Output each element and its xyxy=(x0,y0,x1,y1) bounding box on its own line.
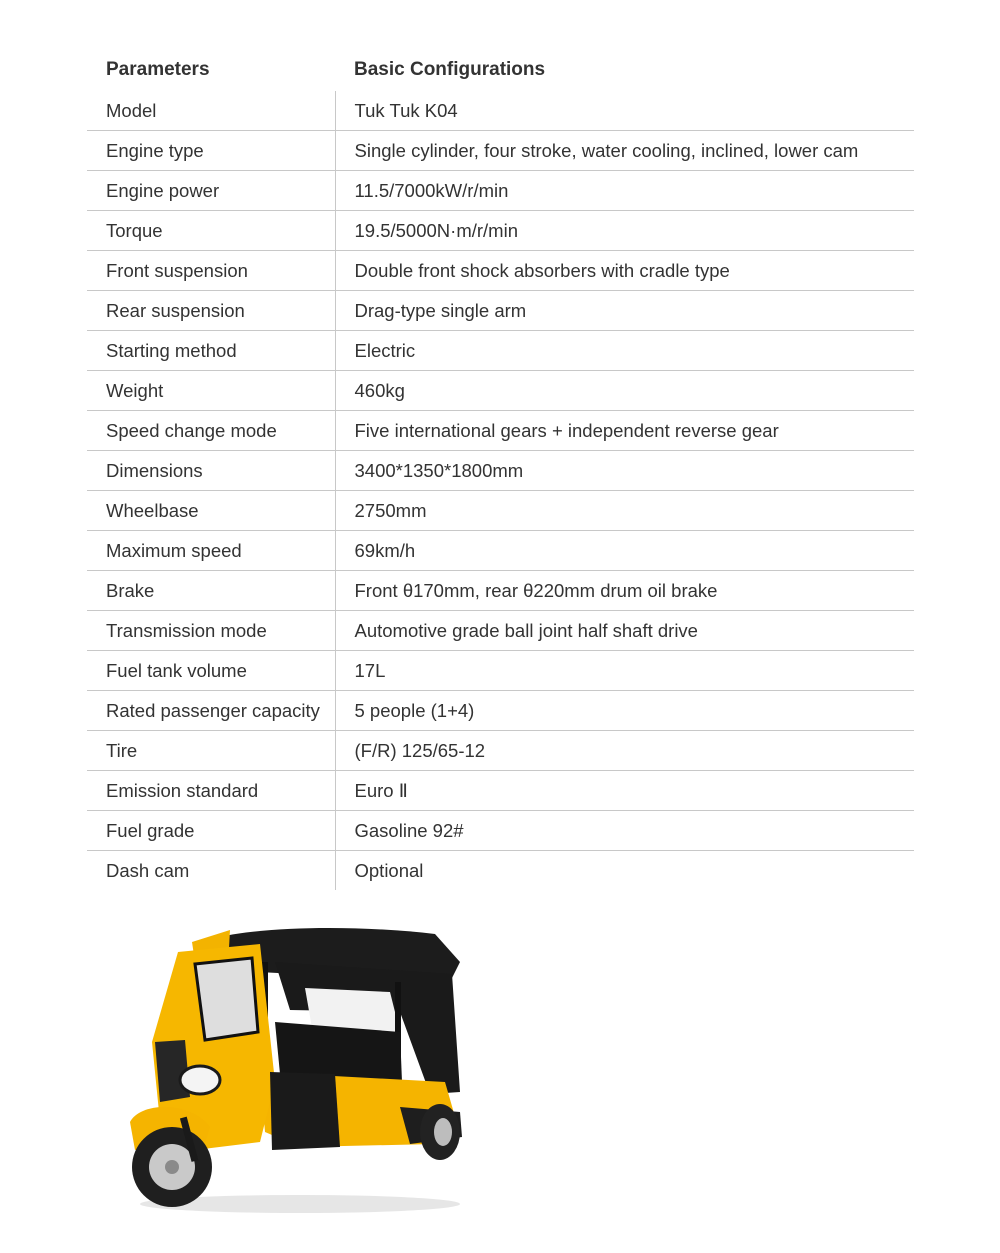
configuration-cell: Drag-type single arm xyxy=(335,291,914,331)
table-row xyxy=(87,331,914,371)
configuration-cell: (F/R) 125/65-12 xyxy=(335,731,914,771)
table-row xyxy=(87,131,914,171)
parameter-cell: Engine type xyxy=(87,131,335,171)
configuration-cell: 2750mm xyxy=(335,491,914,531)
parameter-cell: Weight xyxy=(87,371,335,411)
spec-table xyxy=(87,48,914,890)
table-row xyxy=(87,531,914,571)
canopy-window xyxy=(305,988,400,1032)
table-row xyxy=(87,491,914,531)
configuration-cell: Euro Ⅱ xyxy=(335,771,914,811)
parameter-cell: Tire xyxy=(87,731,335,771)
table-row xyxy=(87,771,914,811)
tuk-tuk-image xyxy=(100,922,475,1217)
parameter-cell: Rear suspension xyxy=(87,291,335,331)
front-hub xyxy=(165,1160,179,1174)
table-row xyxy=(87,451,914,491)
configuration-cell: Gasoline 92# xyxy=(335,811,914,851)
configuration-cell: Tuk Tuk K04 xyxy=(335,91,914,131)
configuration-cell: 3400*1350*1800mm xyxy=(335,451,914,491)
parameter-cell: Fuel tank volume xyxy=(87,651,335,691)
parameter-cell: Engine power xyxy=(87,171,335,211)
table-row xyxy=(87,571,914,611)
table-row xyxy=(87,811,914,851)
configuration-cell: Double front shock absorbers with cradle type xyxy=(335,251,914,291)
parameter-cell: Fuel grade xyxy=(87,811,335,851)
configuration-cell: Five international gears + independent reverse gear xyxy=(335,411,914,451)
configuration-cell: 17L xyxy=(335,651,914,691)
table-row xyxy=(87,291,914,331)
spec-table-body xyxy=(87,91,914,890)
table-row xyxy=(87,251,914,291)
parameter-cell: Wheelbase xyxy=(87,491,335,531)
configuration-cell: 5 people (1+4) xyxy=(335,691,914,731)
parameter-cell: Dash cam xyxy=(87,851,335,891)
parameter-cell: Torque xyxy=(87,211,335,251)
table-row xyxy=(87,91,914,131)
table-row xyxy=(87,851,914,891)
configuration-cell: Optional xyxy=(354,859,424,881)
configuration-cell: 460kg xyxy=(335,371,914,411)
configuration-cell: Single cylinder, four stroke, water cooling, inclined, lower cam xyxy=(335,131,914,171)
configuration-cell: 69km/h xyxy=(335,531,914,571)
table-row xyxy=(87,211,914,251)
table-row xyxy=(87,651,914,691)
parameter-cell: Brake xyxy=(87,571,335,611)
header-parameters: Parameters xyxy=(106,58,210,80)
table-row xyxy=(87,411,914,451)
configuration-cell: 11.5/7000kW/r/min xyxy=(335,171,914,211)
parameter-cell: Starting method xyxy=(87,331,335,371)
parameter-cell: Emission standard xyxy=(87,771,335,811)
parameter-cell: Speed change mode xyxy=(87,411,335,451)
windshield xyxy=(195,958,258,1040)
parameter-cell: Rated passenger capacity xyxy=(87,691,335,731)
parameter-cell: Front suspension xyxy=(87,251,335,291)
table-row xyxy=(87,611,914,651)
parameter-cell: Model xyxy=(87,91,335,131)
table-header-row xyxy=(87,48,914,91)
door-opening xyxy=(270,1072,340,1150)
table-row xyxy=(87,731,914,771)
table-row xyxy=(87,371,914,411)
header-basic-configurations: Basic Configurations xyxy=(354,58,546,80)
configuration-cell: 19.5/5000N·m/r/min xyxy=(335,211,914,251)
headlight xyxy=(180,1066,220,1094)
table-row xyxy=(87,691,914,731)
parameter-cell: Transmission mode xyxy=(87,611,335,651)
configuration-cell: Front θ170mm, rear θ220mm drum oil brake xyxy=(335,571,914,611)
parameter-cell: Maximum speed xyxy=(87,531,335,571)
table-row xyxy=(87,171,914,211)
configuration-cell: Electric xyxy=(335,331,914,371)
parameter-cell: Dimensions xyxy=(87,451,335,491)
configuration-cell: Automotive grade ball joint half shaft drive xyxy=(335,611,914,651)
rear-rim xyxy=(434,1118,452,1146)
